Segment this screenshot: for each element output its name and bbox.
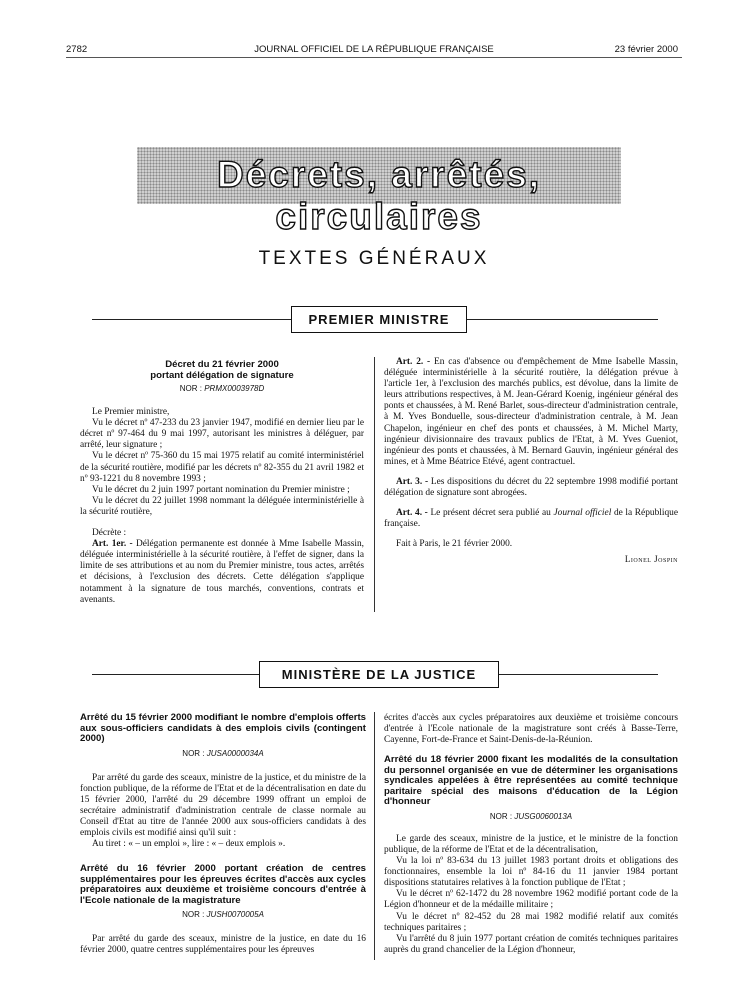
column-divider [374, 357, 375, 612]
ministry-name: MINISTÈRE DE LA JUSTICE [281, 667, 477, 682]
decree-left-column [80, 360, 364, 606]
arrete-paragraph: écrites d'accès aux cycles préparatoires aux deuxième et troisième concours d'entrée à l'Ecole nationale de la magistrature sont créés à Basse-Terre, Cayenne, Fort-de-France et Saint-Denis-de-la-Réunion. [384, 713, 678, 746]
header-rule [66, 57, 682, 58]
article-label: Art. 1er. - [92, 539, 133, 550]
decree-title: Décret du 21 février 2000 portant délégation de signature [150, 359, 294, 381]
arrete-title: Arrêté du 18 février 2000 fixant les modalités de la consultation du personnel organisée en vue de déterminer les organisations syndicales appelées à être représentées au comité technique paritaire spécial des maisons d'éducation de la Légion d'honneur [384, 754, 678, 808]
journal-title: JOURNAL OFFICIEL DE LA RÉPUBLIQUE FRANÇAISE [254, 44, 494, 55]
ministry-box [259, 661, 499, 688]
decree-signature: Lionel Jospin [624, 554, 678, 565]
decree-paragraph: Vu le décret du 22 juillet 1998 nommant la déléguée interministérielle à la sécurité routière, [80, 495, 364, 517]
arrete-paragraph: Vu le décret nº 62-1472 du 28 novembre 1962 modifié portant code de la Légion d'honneur et de la médaille militaire ; [384, 889, 678, 911]
arrete-title: Arrêté du 16 février 2000 portant création de centres supplémentaires pour les épreuves écrites d'accès aux cycles préparatoires aux deuxième et troisième concours d'entrée à l'Ecole nationale de la magistrature [80, 863, 366, 906]
arrete-paragraph: Par arrêté du garde des sceaux, ministre de la justice, en date du 16 février 2000, quatre centres supplémentaires pour les épreuves [80, 934, 366, 956]
justice-left-column [80, 713, 366, 957]
decree-done: Fait à Paris, le 21 février 2000. [396, 539, 513, 550]
decree-nor: NOR : PRMX0003978D [179, 384, 265, 393]
decree-paragraph: Le Premier ministre, [92, 407, 170, 418]
article-3: Art. 3. - Les dispositions du décret du 22 septembre 1998 modifié portant délégation de signature sont abrogées. [384, 476, 679, 499]
article-label: Art. 4. - [396, 508, 428, 519]
justice-right-column [384, 713, 678, 956]
decree-paragraph: Vu le décret nº 47-233 du 23 janvier 1947, modifié en dernier lieu par le décret nº 97-464 du 9 mai 1997, autorisant les ministres à déléguer, par arrêté, leur signature ; [80, 418, 364, 451]
arrete-paragraph: Par arrêté du garde des sceaux, ministre de la justice, et du ministre de la fonction publique, de la réforme de l'Etat et de la décentralisation en date du 15 février 2000, l'arrêté du 29 décembre 1999 offrant un emploi de secrétaire administratif d'administration centrale de classe normale au Conseil d'Etat au titre de l'année 2000 aux sous-officiers candidats à des emplois civils est modifié ainsi qu'il suit : [80, 772, 366, 839]
arrete-paragraph: Le garde des sceaux, ministre de la justice, et le ministre de la fonction publique, de la réforme de l'Etat et de la décentralisation, [384, 833, 678, 855]
decree-decrete: Décrète : [92, 528, 127, 539]
article-1: Art. 1er. - Délégation permanente est donnée à Mme Isabelle Massin, déléguée interministérielle à la sécurité routière, à l'effet de signer, dans la limite de ses attributions et au nom du Premier ministre, tous actes, arrêtés et décisions, à l'exclusion des décrets. Cette délégation s'applique notamment à la signature de tous marchés, conventions, contrats et avenants. [80, 539, 365, 605]
banner-title: Décrets, arrêtés, circulaires [216, 154, 542, 237]
ministry-box [291, 306, 467, 333]
article-label: Art. 3. - [396, 476, 429, 487]
arrete-paragraph: Vu la loi nº 83-634 du 13 juillet 1983 portant droits et obligations des fonctionnaires, ensemble la loi nº 84-16 du 11 janvier 1984 portant dispositions statutaires relatives à la fonction publique de l'Etat ; [384, 856, 678, 889]
page-number: 2782 [66, 44, 88, 55]
article-2: Art. 2. - En cas d'absence ou d'empêchement de Mme Isabelle Massin, déléguée interministérielle à la sécurité routière, la délégation prévue à l'article 1er, à l'exclusion des marchés publics, est dévolue, dans la limite de leurs attributions respectives, à M. Jean-Gérard Koenig, ingénieur général des ponts et chaussées, à M. René Barlet, sous-directeur d'administration centrale, à M. Yves Bonduelle, sous-directeur d'administration centrale, à M. Jean Chapelon, ingénieur en chef des ponts et chaussées, à M. Michel Marty, ingénieur divisionnaire des travaux publics de l'Etat, à M. Yves Gueniot, ingénieur des ponts et chaussées, à M. Bernard Gauvin, ingénieur général des mines, et à Mme Béatrice Etévé, agent contractuel. [384, 357, 678, 467]
arrete-nor: NOR : JUSG0060013A [489, 811, 573, 821]
section-heading: TEXTES GÉNÉRAUX [258, 248, 490, 269]
section-banner [137, 147, 621, 237]
arrete-paragraph: Vu le décret nº 82-452 du 28 mai 1982 modifié relatif aux comités techniques paritaires ; [384, 911, 678, 933]
arrete-title: Arrêté du 15 février 2000 modifiant le nombre d'emplois offerts aux sous-officiers candidats à des emplois civils (contingent 2000) [80, 712, 366, 744]
arrete-paragraph: Vu l'arrêté du 8 juin 1977 portant création de comités techniques paritaires auprès du grand chancelier de la Légion d'honneur, [384, 933, 678, 955]
ministry-name: PREMIER MINISTRE [308, 312, 450, 327]
article-4: Art. 4. - Le présent décret sera publié au Journal officiel de la République française. [384, 508, 679, 530]
issue-date: 23 février 2000 [614, 44, 678, 55]
arrete-paragraph: Au tiret : « – un emploi », lire : « – deux emplois ». [92, 839, 286, 850]
column-divider [374, 712, 375, 960]
decree-paragraph: Vu le décret du 2 juin 1997 portant nomination du Premier ministre ; [92, 484, 350, 495]
arrete-nor: NOR : JUSH0070005A [182, 910, 264, 920]
arrete-nor: NOR : JUSA0000034A [182, 748, 264, 758]
decree-right-column [384, 357, 678, 566]
decree-paragraph: Vu le décret nº 75-360 du 15 mai 1975 relatif au comité interministériel de la sécurité routière, modifié par les décrets nº 82-355 du 21 avril 1982 et nº 93-1221 du 8 novembre 1993 ; [80, 451, 364, 484]
article-label: Art. 2. - [396, 357, 431, 367]
